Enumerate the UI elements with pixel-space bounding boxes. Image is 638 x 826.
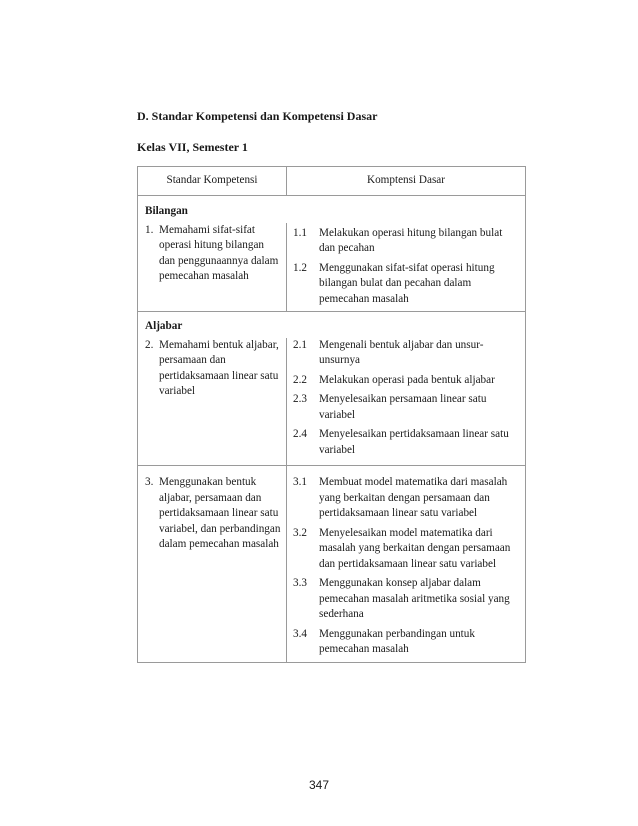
section-title-row [138,312,526,338]
kd-number: 3.2 [293,526,307,539]
kd-cell [287,466,526,663]
kd-text: Menyelesaikan model matematika dari masalah yang berkaitan dengan persamaan dan pertidaksamaan linear satu variabel [319,526,511,570]
section-title-row [138,196,526,223]
kd-cell [287,338,526,466]
header-kompetensi-dasar: Komptensi Dasar [287,167,526,196]
kd-text: Menggunakan perbandingan untuk pemecahan masalah [319,627,475,655]
sk-text: Memahami bentuk aljabar, persamaan dan pertidaksamaan linear satu variabel [159,338,279,397]
kd-item [293,392,519,423]
kd-item [293,226,519,257]
page-number: 347 [308,778,330,792]
kd-item [293,373,519,389]
table-row [138,223,526,312]
kd-text: Menyelesaikan pertidaksamaan linear satu variabel [319,428,509,456]
kd-number: 2.2 [293,373,307,386]
kd-text: Menggunakan sifat-sifat operasi hitung bilangan bulat dan pecahan dalam pemecahan masalah [319,261,495,305]
kd-item [293,475,519,522]
sk-cell [138,466,287,663]
sk-text: Memahami sifat-sifat operasi hitung bilangan dan penggunaannya dalam pemecahan masalah [159,223,279,282]
header-standar-kompetensi: Standar Kompetensi [138,167,287,196]
kd-item [293,627,519,658]
kd-number: 2.1 [293,338,307,351]
sk-text: Menggunakan bentuk aljabar, persamaan dan pertidaksamaan linear satu variabel, dan perbandingan dalam pemecahan masalah [159,476,281,550]
kd-item [293,526,519,573]
kd-cell [287,223,526,312]
kd-text: Membuat model matematika dari masalah yang berkaitan dengan persamaan dan pertidaksamaan linear satu variabel [319,476,508,519]
section-title: Aljabar [145,320,183,332]
kd-item [293,338,519,369]
table-row [138,338,526,466]
kd-number: 3.3 [293,577,307,589]
kd-text: Mengenali bentuk aljabar dan unsur-unsurnya [319,338,484,366]
section-title-cell [138,312,526,338]
sk-cell [138,223,287,312]
class-semester-label: Kelas VII, Semester 1 [137,140,248,154]
competency-table [137,166,526,663]
kd-item [293,427,519,458]
kd-number: 3.4 [293,627,307,640]
kd-number: 3.1 [293,476,307,488]
section-title: Bilangan [145,205,188,217]
kd-number: 2.4 [293,428,307,440]
kd-number: 1.1 [293,226,307,239]
sk-cell [138,338,287,466]
section-heading: D. Standar Kompetensi dan Kompetensi Dasar [137,109,378,123]
kd-item [293,261,519,308]
kd-text: Melakukan operasi hitung bilangan bulat dan pecahan [319,226,503,254]
section-title-cell [138,196,526,223]
sk-number: 1. [145,223,154,236]
kd-item [293,576,519,623]
kd-text: Menggunakan konsep aljabar dalam pemecahan masalah aritmetika sosial yang sederhana [319,577,510,620]
sk-number: 3. [145,476,154,488]
kd-text: Melakukan operasi pada bentuk aljabar [319,373,495,386]
table-row [138,466,526,663]
kd-text: Menyelesaikan persamaan linear satu variabel [319,393,487,421]
kd-number: 2.3 [293,393,307,405]
kd-number: 1.2 [293,261,307,274]
sk-number: 2. [145,338,154,351]
table-header-row [138,167,526,196]
